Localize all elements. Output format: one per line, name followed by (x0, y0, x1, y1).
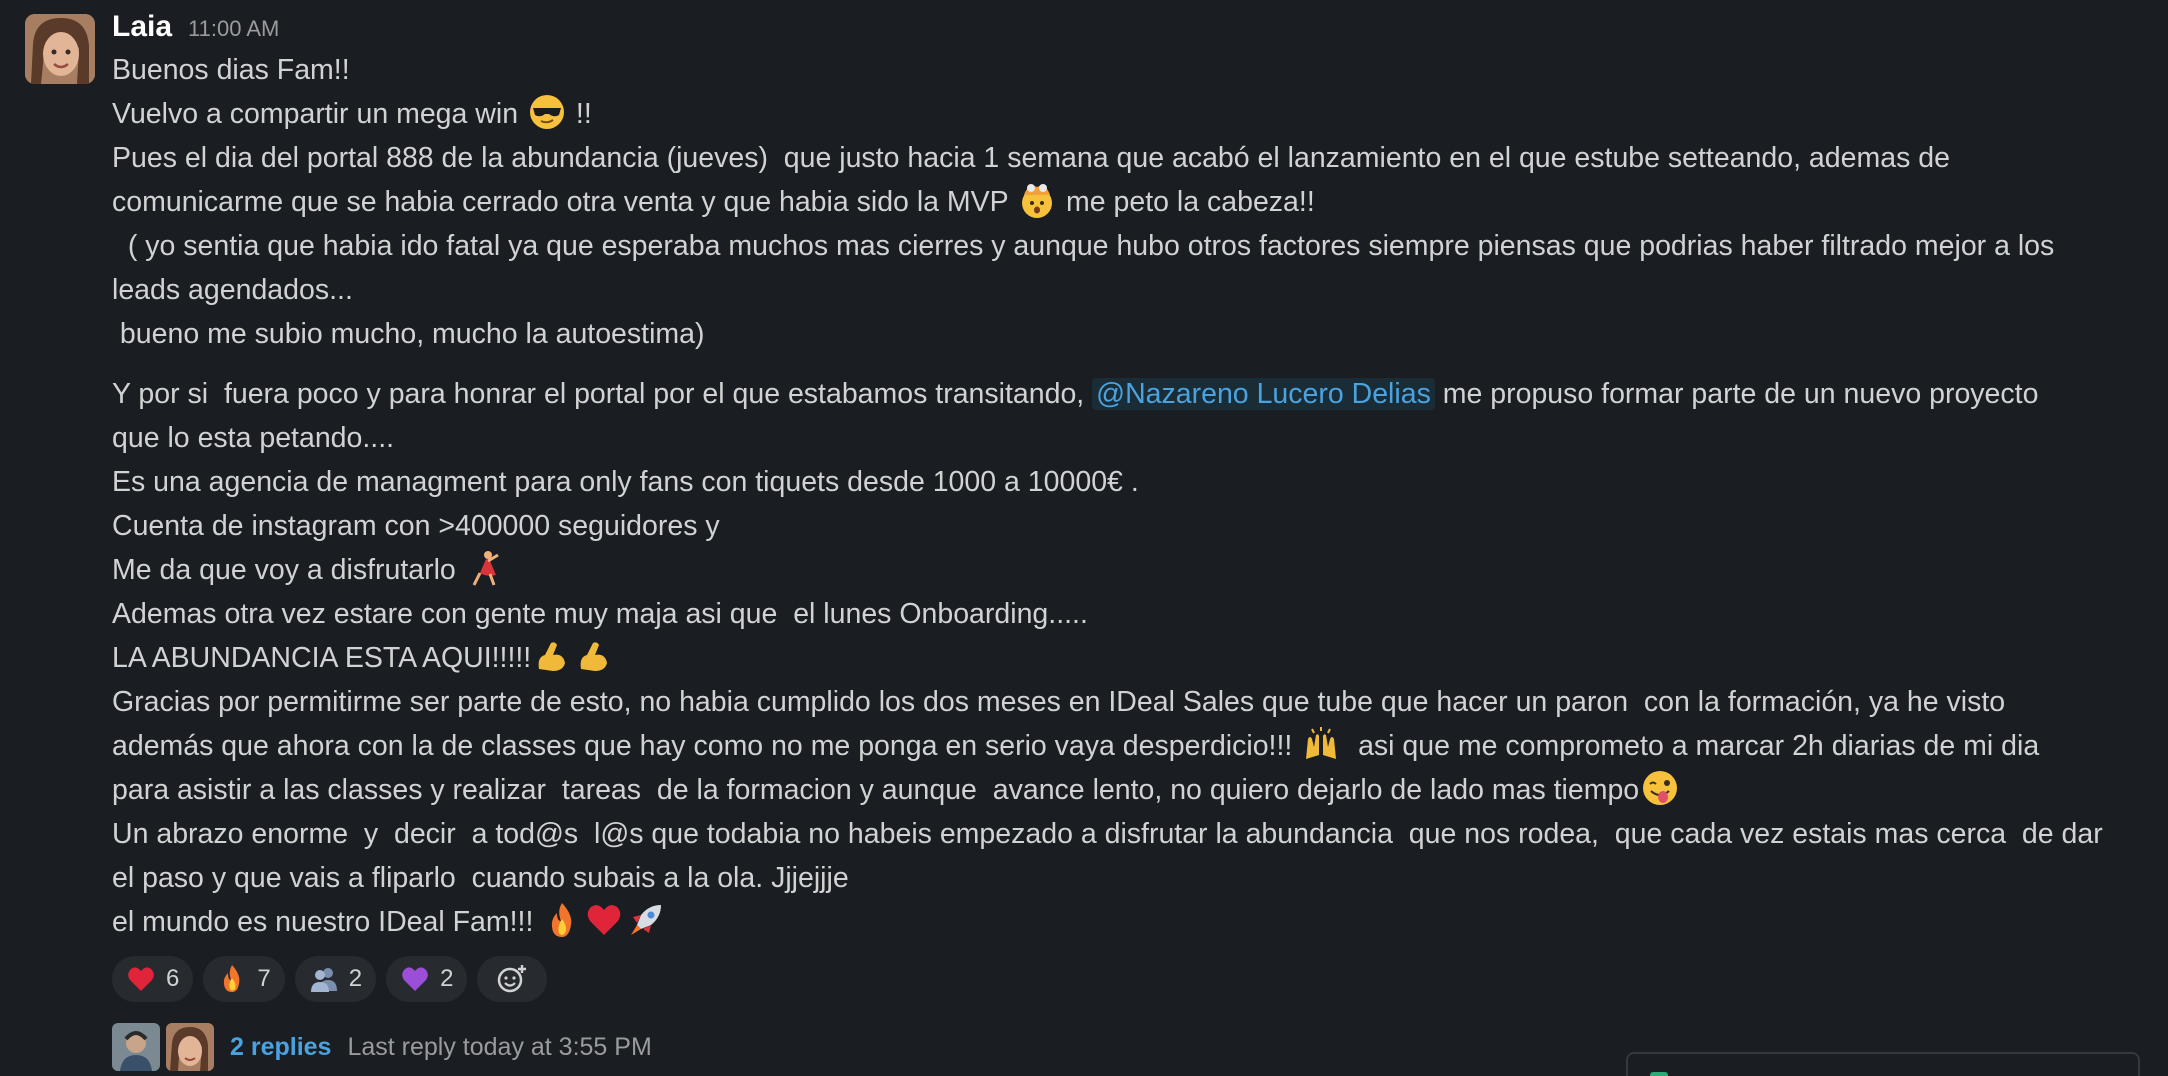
message-line: Pues el dia del portal 888 de la abundancia (jueves) que justo hacia 1 semana que acabó el lanzamiento en el que estube setteando, ademas de (112, 142, 1950, 174)
message-line: comunicarme que se habia cerrado otra venta y que habia sido la MVP me peto la cabeza!! (112, 180, 2132, 224)
message-line: Ademas otra vez estare con gente muy maja asi que el lunes Onboarding..... (112, 598, 1088, 630)
add-reaction-button[interactable] (477, 956, 547, 1002)
reaction-heart[interactable] (112, 956, 193, 1002)
message-line: además que ahora con la de classes que hay como no me ponga en serio vaya desperdicio!!! asi que me comprometo a marcar 2h diarias de mi dia (112, 724, 2132, 768)
message-line: Gracias por permitirme ser parte de esto, no habia cumplido los dos meses en IDeal Sales que tube que hacer un paron con la formación, ya he visto (112, 686, 2006, 718)
message-line: para asistir a las classes y realizar tareas de la formacion y aunque avance lento, no quiero dejarlo de lado mas tiempo (112, 768, 2132, 812)
status-chip (1650, 1072, 1668, 1076)
flexed-biceps-emoji (533, 637, 571, 675)
composer-edge (1626, 1052, 2140, 1076)
busts-in-silhouette-emoji (309, 964, 339, 994)
fire-emoji (217, 964, 247, 994)
reaction-fire[interactable] (203, 956, 284, 1002)
message-line: leads agendados... (112, 274, 353, 306)
author-name[interactable]: Laia (112, 10, 173, 43)
reply-avatar[interactable] (166, 1023, 214, 1071)
message-header (112, 10, 2132, 48)
reaction-count: 6 (166, 965, 180, 992)
reactions-bar (112, 956, 2132, 1002)
add-reaction-icon (496, 963, 528, 995)
sunglasses-emoji (528, 93, 566, 131)
exploding-head-emoji (1018, 181, 1056, 219)
user-mention[interactable]: @Nazareno Lucero Delias (1092, 378, 1435, 410)
reaction-purple-heart[interactable] (386, 956, 467, 1002)
message-line: Un abrazo enorme y decir a tod@s l@s que todabia no habeis empezado a disfrutar la abundancia que nos rodea, que cada vez estais mas cerca de dar (112, 818, 2103, 850)
fire-emoji (543, 901, 581, 939)
last-reply-text: Last reply today at 3:55 PM (347, 1032, 652, 1061)
reaction-count: 2 (440, 965, 454, 992)
purple-heart-emoji (400, 964, 430, 994)
message-line: Me da que voy a disfrutarlo (112, 548, 2132, 592)
replies-link[interactable]: 2 replies (230, 1032, 332, 1061)
message-line: el mundo es nuestro IDeal Fam!!! (112, 900, 2132, 944)
message-line: Y por si fuera poco y para honrar el portal por el que estabamos transitando, @Nazareno Lucero Delias me propuso formar parte de un nuevo proyecto (112, 378, 2039, 410)
author-avatar[interactable] (25, 14, 95, 84)
rocket-emoji (627, 901, 665, 939)
reaction-busts[interactable] (295, 956, 376, 1002)
message-line: que lo esta petando.... (112, 422, 395, 454)
message-line: ( yo sentia que habia ido fatal ya que esperaba muchos mas cierres y aunque hubo otros factores siempre piensas que podrias haber filtrado mejor a los (112, 230, 2055, 262)
heart-emoji (585, 901, 623, 939)
heart-emoji (126, 964, 156, 994)
message-line: Es una agencia de managment para only fans con tiquets desde 1000 a 10000€ . (112, 466, 1139, 498)
message-line: Cuenta de instagram con >400000 seguidores y (112, 510, 720, 542)
message-line: bueno me subio mucho, mucho la autoestima) (112, 318, 705, 350)
reply-avatar[interactable] (112, 1023, 160, 1071)
dancer-emoji (466, 549, 504, 587)
message-content (112, 10, 2132, 1072)
reaction-count: 2 (348, 965, 363, 992)
message-line: el paso y que vais a fliparlo cuando subais a la ola. Jjjejjje (112, 862, 849, 894)
message-timestamp[interactable]: 11:00 AM (188, 16, 280, 41)
raising-hands-emoji (1302, 725, 1340, 763)
winking-tongue-emoji (1641, 769, 1679, 807)
message-line: Buenos dias Fam!! (112, 54, 350, 86)
flexed-biceps-emoji (575, 637, 613, 675)
message-line: LA ABUNDANCIA ESTA AQUI!!!!! (112, 636, 2132, 680)
message-body (112, 48, 2132, 944)
reaction-count: 7 (257, 965, 271, 992)
message-line: Vuelvo a compartir un mega win !! (112, 92, 2132, 136)
